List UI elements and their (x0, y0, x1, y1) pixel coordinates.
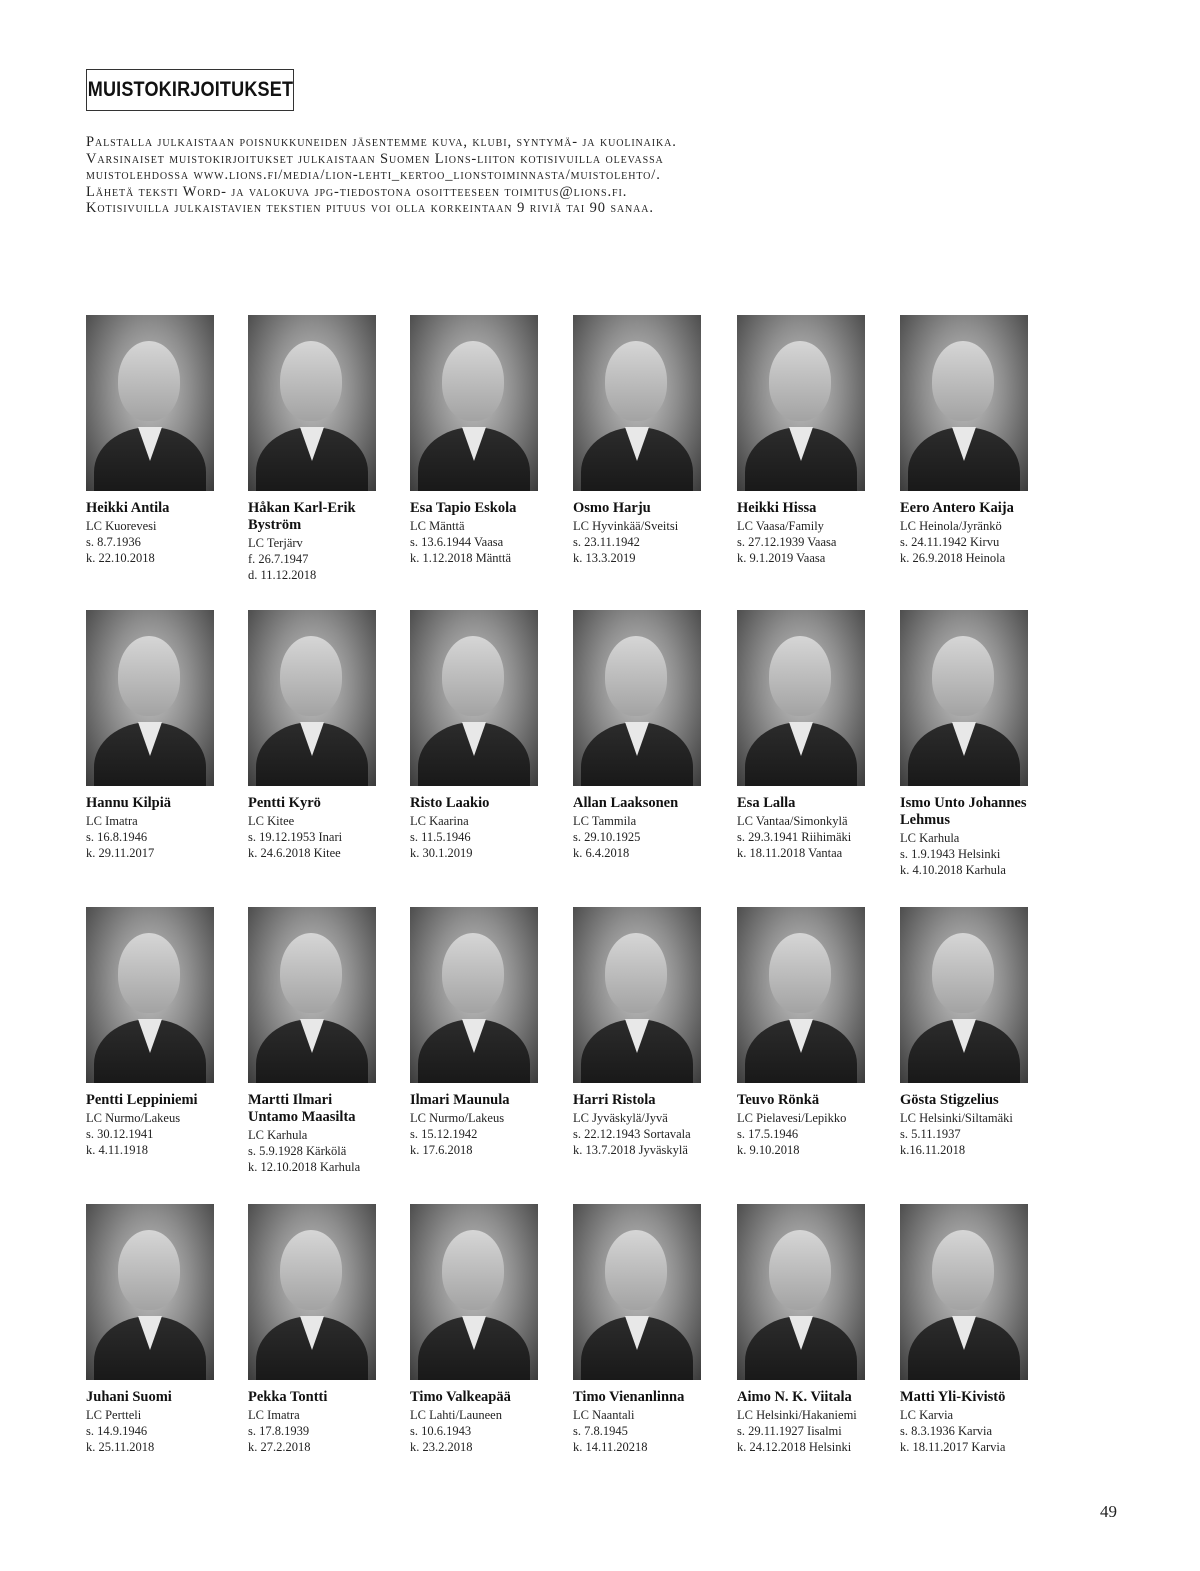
page-number: 49 (1100, 1502, 1117, 1521)
portrait-photo (573, 907, 701, 1083)
member-club: LC Karhula (248, 1128, 308, 1142)
member-name (573, 1389, 738, 1406)
member-club: LC Lahti/Launeen (410, 1408, 502, 1422)
member-details (248, 813, 408, 861)
member-club: LC Mänttä (410, 519, 465, 533)
member-birth: s. 17.5.1946 (737, 1127, 799, 1141)
portrait-photo (573, 1204, 701, 1380)
member-death: k. 18.11.2017 Karvia (900, 1440, 1006, 1454)
member-death: k. 26.9.2018 Heinola (900, 551, 1006, 565)
member-club: LC Helsinki/Hakaniemi (737, 1408, 857, 1422)
member-details (737, 518, 897, 566)
portrait-head (442, 636, 504, 716)
member-birth: s. 5.11.1937 (900, 1127, 961, 1141)
member-details (86, 813, 246, 861)
member-details (248, 535, 408, 583)
member-death: k. 27.2.2018 (248, 1440, 311, 1454)
member-name (737, 500, 902, 517)
section-title (86, 69, 294, 111)
portrait-head (769, 636, 831, 716)
member-birth: s. 22.12.1943 Sortavala (573, 1127, 691, 1141)
portrait-photo (573, 610, 701, 786)
member-death: k. 24.12.2018 Helsinki (737, 1440, 852, 1454)
portrait-photo (737, 1204, 865, 1380)
member-club: LC Kuorevesi (86, 519, 157, 533)
member-name (737, 1389, 902, 1406)
member-details (410, 813, 570, 861)
member-details (573, 1407, 733, 1455)
portrait-photo (248, 1204, 376, 1380)
portrait-photo (410, 610, 538, 786)
portrait-head (280, 933, 342, 1013)
member-name-line: Osmo Harju (573, 500, 651, 516)
member-details (573, 518, 733, 566)
member-details (737, 813, 897, 861)
member-details (900, 1110, 1060, 1158)
portrait-photo (86, 1204, 214, 1380)
portrait-head (769, 1230, 831, 1310)
member-birth: f. 26.7.1947 (248, 552, 309, 566)
member-name-line: Gösta Stigzelius (900, 1092, 999, 1108)
member-name (900, 795, 1065, 829)
member-death: k. 14.11.20218 (573, 1440, 648, 1454)
member-name-line: Pekka Tontti (248, 1389, 328, 1405)
member-death: k. 22.10.2018 (86, 551, 155, 565)
member-birth: s. 8.7.1936 (86, 535, 141, 549)
portrait-photo (737, 315, 865, 491)
member-death: k. 1.12.2018 Mänttä (410, 551, 512, 565)
portrait-photo (900, 315, 1028, 491)
portrait-photo (86, 610, 214, 786)
member-club: LC Vantaa/Simonkylä (737, 814, 848, 828)
member-name-line: Ilmari Maunula (410, 1092, 510, 1108)
member-club: LC Karvia (900, 1408, 954, 1422)
member-club: LC Terjärv (248, 536, 303, 550)
member-club: LC Kitee (248, 814, 295, 828)
member-name (900, 1092, 1065, 1109)
portrait-head (118, 1230, 180, 1310)
member-name-line: Teuvo Rönkä (737, 1092, 820, 1108)
member-name (573, 500, 738, 517)
portrait-photo (248, 610, 376, 786)
member-name (410, 1092, 575, 1109)
member-details (86, 1110, 246, 1158)
member-club: LC Imatra (248, 1408, 300, 1422)
member-name (248, 1389, 413, 1406)
portrait-head (769, 933, 831, 1013)
member-name-line: Timo Vienanlinna (573, 1389, 685, 1405)
member-name (410, 1389, 575, 1406)
member-details (900, 830, 1060, 878)
member-death: k. 4.11.1918 (86, 1143, 149, 1157)
member-name-line: Esa Lalla (737, 795, 796, 811)
portrait-photo (410, 315, 538, 491)
portrait-photo (900, 1204, 1028, 1380)
member-name-line: Untamo Maasilta (248, 1109, 356, 1125)
member-name-line: Ismo Unto Johannes (900, 795, 1027, 811)
member-club: LC Karhula (900, 831, 960, 845)
member-club: LC Tammila (573, 814, 637, 828)
member-death: k. 9.1.2019 Vaasa (737, 551, 826, 565)
member-death: k. 30.1.2019 (410, 846, 473, 860)
member-name (737, 795, 902, 812)
portrait-photo (573, 315, 701, 491)
member-birth: s. 17.8.1939 (248, 1424, 310, 1438)
member-name (573, 795, 738, 812)
member-death: k.16.11.2018 (900, 1143, 966, 1157)
member-birth: s. 16.8.1946 (86, 830, 148, 844)
member-name-line: Heikki Hissa (737, 500, 817, 516)
portrait-head (280, 1230, 342, 1310)
member-birth: s. 29.11.1927 Iisalmi (737, 1424, 842, 1438)
member-name-line: Hannu Kilpiä (86, 795, 172, 811)
intro-text (86, 134, 846, 217)
member-death: k. 13.7.2018 Jyväskylä (573, 1143, 688, 1157)
member-death: k. 25.11.2018 (86, 1440, 155, 1454)
portrait-head (932, 341, 994, 421)
intro-line: Varsinaiset muistokirjoitukset julkaistaan Suomen Lions-liiton kotisivuilla olevassa (86, 150, 664, 167)
portrait-head (442, 341, 504, 421)
portrait-head (118, 341, 180, 421)
member-name (410, 795, 575, 812)
member-club: LC Pielavesi/Lepikko (737, 1111, 847, 1125)
portrait-head (932, 1230, 994, 1310)
portrait-head (442, 1230, 504, 1310)
member-death: k. 24.6.2018 Kitee (248, 846, 341, 860)
member-birth: s. 29.3.1941 Riihimäki (737, 830, 852, 844)
portrait-head (118, 636, 180, 716)
portrait-head (769, 341, 831, 421)
member-details (248, 1127, 408, 1175)
member-name (248, 795, 413, 812)
intro-line: muistolehdossa www.lions.fi/media/lion-lehti_kertoo_lionstoiminnasta/muistolehto/. (86, 167, 661, 183)
member-name (86, 795, 251, 812)
portrait-photo (86, 907, 214, 1083)
portrait-head (932, 933, 994, 1013)
member-death: k. 6.4.2018 (573, 846, 630, 860)
member-club: LC Imatra (86, 814, 138, 828)
member-name (737, 1092, 902, 1109)
member-details (86, 518, 246, 566)
member-birth: s. 27.12.1939 Vaasa (737, 535, 837, 549)
member-birth: s. 30.12.1941 (86, 1127, 154, 1141)
member-death: d. 11.12.2018 (248, 568, 317, 582)
member-club: LC Pertteli (86, 1408, 142, 1422)
member-name-line: Esa Tapio Eskola (410, 500, 517, 516)
member-name (900, 1389, 1065, 1406)
member-club: LC Naantali (573, 1408, 635, 1422)
member-name (900, 500, 1065, 517)
member-birth: s. 8.3.1936 Karvia (900, 1424, 992, 1438)
member-details (900, 518, 1060, 566)
member-club: LC Hyvinkää/Sveitsi (573, 519, 679, 533)
portrait-photo (900, 907, 1028, 1083)
member-details (573, 1110, 733, 1158)
member-name (86, 500, 251, 517)
member-details (410, 518, 570, 566)
member-birth: s. 23.11.1942 (573, 535, 640, 549)
member-birth: s. 1.9.1943 Helsinki (900, 847, 1001, 861)
portrait-photo (900, 610, 1028, 786)
member-details (900, 1407, 1060, 1455)
member-name-line: Juhani Suomi (86, 1389, 172, 1405)
portrait-photo (248, 907, 376, 1083)
member-death: k. 18.11.2018 Vantaa (737, 846, 843, 860)
member-name-line: Martti Ilmari (248, 1092, 333, 1108)
member-name-line: Aimo N. K. Viitala (737, 1389, 852, 1405)
member-birth: s. 19.12.1953 Inari (248, 830, 343, 844)
portrait-photo (410, 907, 538, 1083)
member-club: LC Heinola/Jyränkö (900, 519, 1002, 533)
member-name-line: Pentti Leppiniemi (86, 1092, 198, 1108)
member-birth: s. 14.9.1946 (86, 1424, 148, 1438)
member-details (86, 1407, 246, 1455)
portrait-head (280, 636, 342, 716)
portrait-photo (248, 315, 376, 491)
portrait-head (442, 933, 504, 1013)
member-name-line: Allan Laaksonen (573, 795, 679, 811)
member-name-line: Lehmus (900, 812, 950, 828)
portrait-head (605, 933, 667, 1013)
member-name-line: Pentti Kyrö (248, 795, 321, 811)
member-name-line: Matti Yli-Kivistö (900, 1389, 1006, 1405)
portrait-photo (737, 907, 865, 1083)
member-name (248, 1092, 413, 1126)
portrait-head (280, 341, 342, 421)
member-death: k. 9.10.2018 (737, 1143, 800, 1157)
member-details (410, 1110, 570, 1158)
member-club: LC Nurmo/Lakeus (410, 1111, 505, 1125)
member-birth: s. 15.12.1942 (410, 1127, 478, 1141)
member-death: k. 23.2.2018 (410, 1440, 473, 1454)
member-birth: s. 7.8.1945 (573, 1424, 628, 1438)
member-death: k. 4.10.2018 Karhula (900, 863, 1006, 877)
intro-line: Kotisivuilla julkaistavien tekstien pituus voi olla korkeintaan 9 riviä tai 90 sanaa. (86, 200, 654, 216)
member-details (737, 1110, 897, 1158)
member-name-line: Eero Antero Kaija (900, 500, 1014, 516)
member-details (410, 1407, 570, 1455)
member-details (248, 1407, 408, 1455)
member-birth: s. 10.6.1943 (410, 1424, 472, 1438)
member-name (86, 1092, 251, 1109)
member-name (410, 500, 575, 517)
member-club: LC Jyväskylä/Jyvä (573, 1111, 668, 1125)
member-details (573, 813, 733, 861)
member-death: k. 17.6.2018 (410, 1143, 473, 1157)
member-birth: s. 13.6.1944 Vaasa (410, 535, 504, 549)
member-name (86, 1389, 251, 1406)
member-death: k. 12.10.2018 Karhula (248, 1160, 361, 1174)
member-club: LC Helsinki/Siltamäki (900, 1111, 1013, 1125)
portrait-photo (86, 315, 214, 491)
member-name-line: Timo Valkeapää (410, 1389, 511, 1405)
member-death: k. 13.3.2019 (573, 551, 636, 565)
member-club: LC Kaarina (410, 814, 469, 828)
portrait-photo (410, 1204, 538, 1380)
member-name-line: Heikki Antila (86, 500, 170, 516)
portrait-head (605, 1230, 667, 1310)
member-club: LC Vaasa/Family (737, 519, 824, 533)
portrait-head (932, 636, 994, 716)
portrait-head (605, 636, 667, 716)
member-birth: s. 29.10.1925 (573, 830, 641, 844)
portrait-head (605, 341, 667, 421)
member-name-line: Harri Ristola (573, 1092, 656, 1108)
member-club: LC Nurmo/Lakeus (86, 1111, 181, 1125)
member-birth: s. 24.11.1942 Kirvu (900, 535, 1000, 549)
member-name-line: Byström (248, 517, 302, 533)
portrait-photo (737, 610, 865, 786)
member-birth: s. 5.9.1928 Kärkölä (248, 1144, 347, 1158)
member-birth: s. 11.5.1946 (410, 830, 471, 844)
intro-line: Lähetä teksti Word- ja valokuva jpg-tiedostona osoitteeseen toimitus@lions.fi. (86, 183, 628, 200)
member-details (737, 1407, 897, 1455)
intro-line: Palstalla julkaistaan poisnukkuneiden jäsentemme kuva, klubi, syntymä- ja kuolinaika. (86, 134, 677, 150)
member-name (573, 1092, 738, 1109)
member-name-line: Risto Laakio (410, 795, 490, 811)
section-title-text: MUISTOKIRJOITUKSET (87, 78, 293, 101)
portrait-head (118, 933, 180, 1013)
member-death: k. 29.11.2017 (86, 846, 155, 860)
member-name (248, 500, 413, 534)
member-name-line: Håkan Karl-Erik (248, 500, 356, 516)
